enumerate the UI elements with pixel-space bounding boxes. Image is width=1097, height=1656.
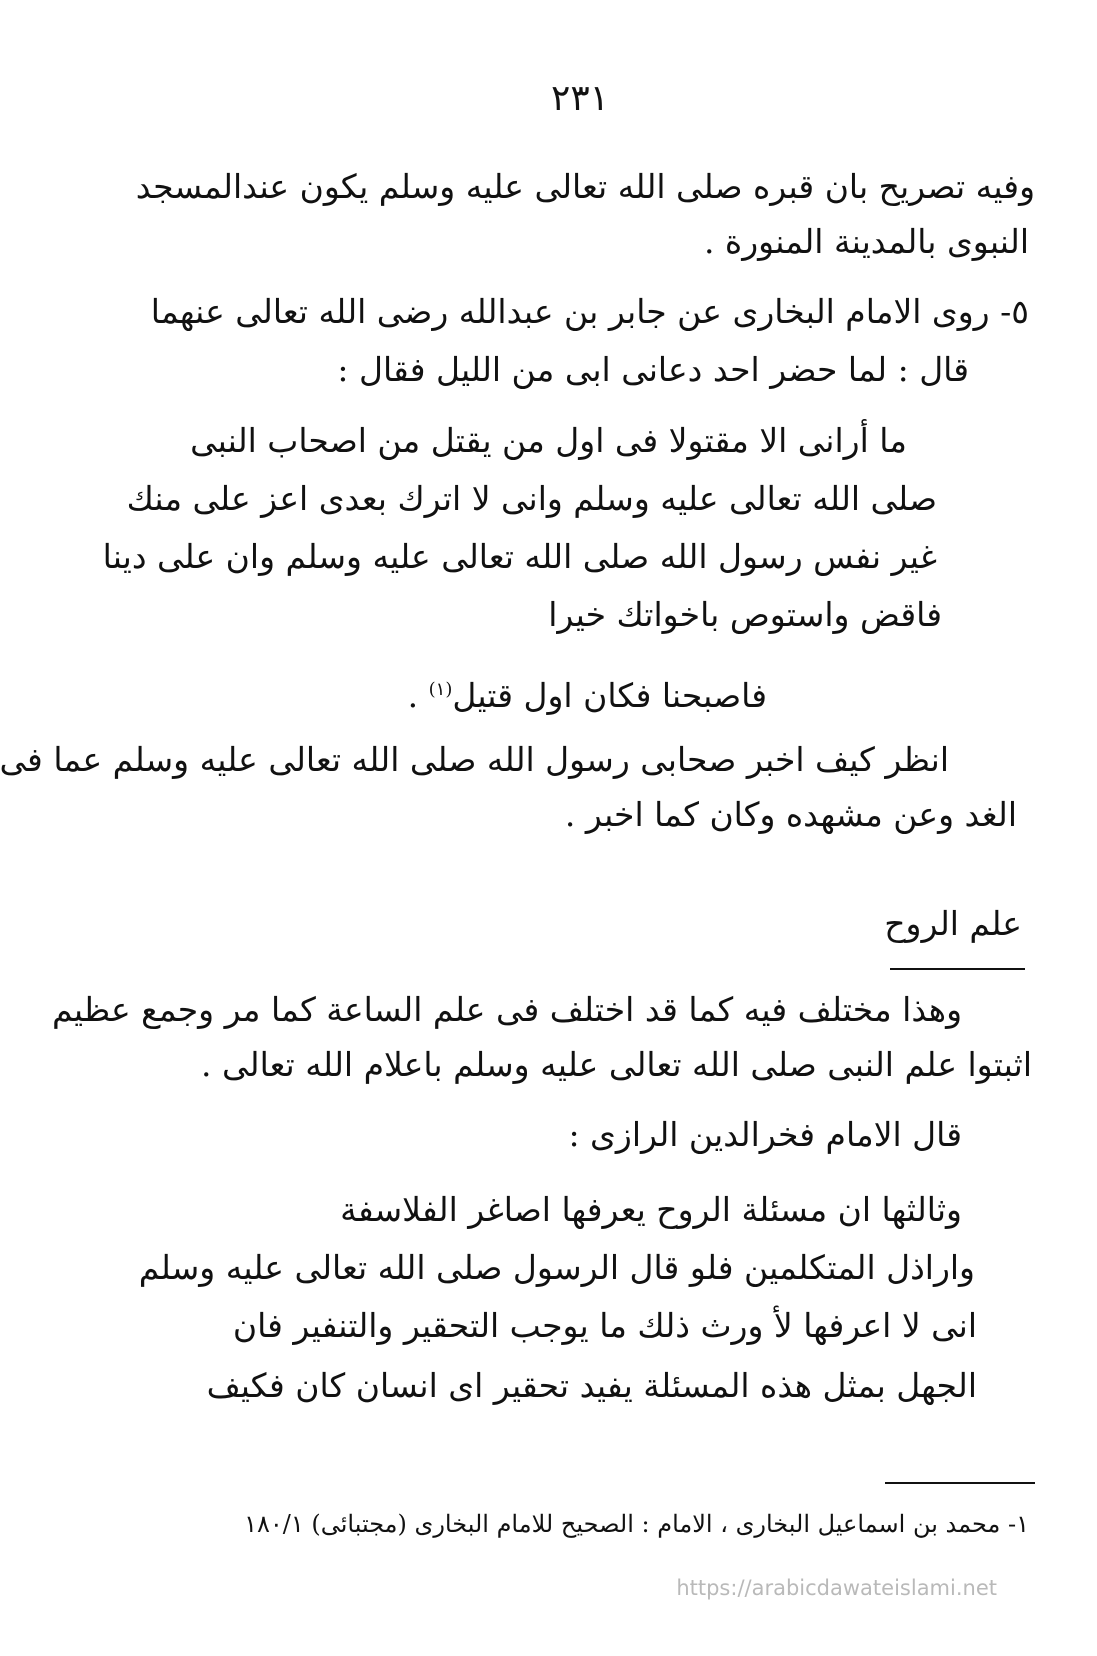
page-number: ٢٣١ [550, 78, 609, 119]
footnote: ١- محمد بن اسماعيل البخارى ، الامام : الصحيح للامام البخارى (مجتبائى) ١٨٠/١ [244, 1510, 1029, 1538]
paragraph-4-line-1: قال الامام فخرالدين الرازى : [568, 1115, 962, 1154]
item-5-line-1: ٥- روى الامام البخارى عن جابر بن عبدالله رضى الله تعالى عنهما [150, 292, 1029, 331]
paragraph-2-line-1: انظر كيف اخبر صحابى رسول الله صلى الله تعالى عليه وسلم عما فى [0, 740, 949, 779]
quote-2-line-2: واراذل المتكلمين فلو قال الرسول صلى الله تعالى عليه وسلم [138, 1248, 975, 1287]
quote-1-closing-text: فاصبحنا فكان اول قتيل [452, 676, 767, 715]
quote-1-line-4: فاقض واستوص باخواتك خيرا [548, 595, 942, 634]
paragraph-1-line-2: النبوى بالمدينة المنورة . [703, 222, 1029, 261]
heading-underline [890, 968, 1025, 970]
quote-1-closing-period: . [407, 676, 429, 715]
paragraph-2-line-2: الغد وعن مشهده وكان كما اخبر . [564, 795, 1017, 834]
quote-2-line-4: الجهل بمثل هذه المسئلة يفيد تحقير اى انسان كان فكيف [206, 1366, 977, 1405]
footnote-separator [885, 1482, 1035, 1484]
quote-1-line-3: غير نفس رسول الله صلى الله تعالى عليه وسلم وان على دينا [102, 537, 937, 576]
quote-2-line-3: انى لا اعرفها لأ ورث ذلك ما يوجب التحقير والتنفير فان [232, 1306, 977, 1345]
quote-1-line-1: ما أرانى الا مقتولا فى اول من يقتل من اصحاب النبى [190, 421, 907, 460]
watermark-url: https://arabicdawateislami.net [676, 1576, 997, 1600]
paragraph-3-line-2: اثبتوا علم النبى صلى الله تعالى عليه وسلم باعلام الله تعالى . [201, 1045, 1032, 1084]
quote-2-line-1: وثالثها ان مسئلة الروح يعرفها اصاغر الفلاسفة [340, 1190, 962, 1229]
quote-1-closing-line [408, 670, 767, 716]
item-5-line-2: قال : لما حضر احد دعانى ابى من الليل فقال : [337, 350, 969, 389]
footnote-marker: (١) [428, 679, 453, 700]
paragraph-3-line-1: وهذا مختلف فيه كما قد اختلف فى علم الساعة كما مر وجمع عظيم [51, 990, 962, 1029]
quote-1-line-2: صلى الله تعالى عليه وسلم وانى لا اترك بعدى اعز على منك [126, 479, 937, 518]
paragraph-1-line-1: وفيه تصريح بان قبره صلى الله تعالى عليه وسلم يكون عندالمسجد [135, 167, 1035, 206]
section-heading: علم الروح [884, 904, 1022, 943]
